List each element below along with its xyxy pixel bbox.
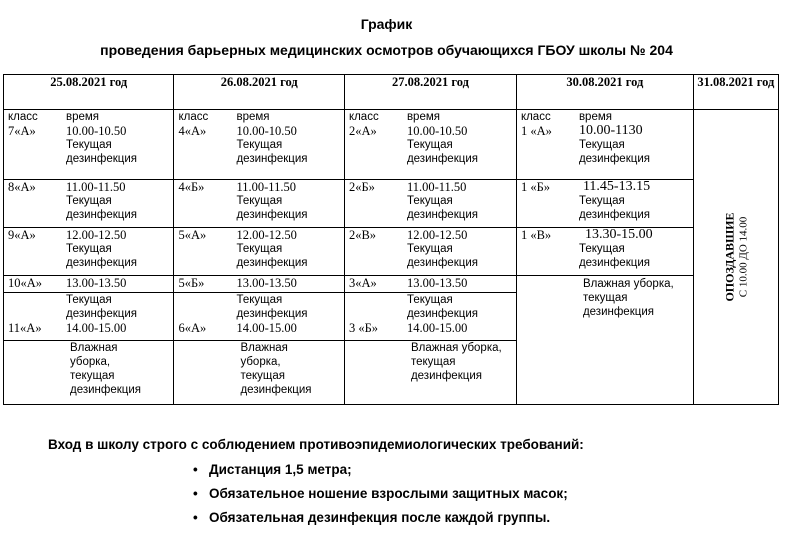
time-value: 11.45-13.15 bbox=[582, 179, 651, 194]
note-text: Текущая дезинфекция bbox=[406, 243, 478, 269]
note-text: Текущая дезинфекция bbox=[578, 139, 650, 165]
schedule-cell bbox=[4, 293, 174, 341]
schedule-cell bbox=[4, 276, 174, 293]
schedule-cell bbox=[344, 110, 516, 180]
time-value: 12.00-12.50 bbox=[66, 228, 127, 242]
time-value: 11.00-11.50 bbox=[406, 180, 467, 194]
late-time-range: С 10.00 ДО 14.00 bbox=[737, 216, 750, 298]
time-header: время bbox=[578, 111, 612, 123]
time-value: 12.00-12.50 bbox=[406, 228, 468, 242]
schedule-cell bbox=[344, 341, 516, 405]
schedule-cell bbox=[344, 228, 516, 276]
class-label: 8«А» bbox=[8, 180, 36, 194]
time-value: 12.00-12.50 bbox=[236, 228, 297, 242]
schedule-cell bbox=[174, 228, 344, 276]
class-label: 10«А» bbox=[8, 276, 43, 290]
table-header-row bbox=[4, 75, 779, 110]
late-students-cell bbox=[693, 110, 778, 405]
class-label: 5«Б» bbox=[178, 276, 205, 290]
time-value: 14.00-15.00 bbox=[66, 321, 127, 335]
note-text: Текущая дезинфекция bbox=[236, 243, 308, 269]
note-text: Текущая дезинфекция bbox=[578, 243, 650, 269]
note-text: Текущая дезинфекция bbox=[66, 294, 138, 320]
class-label: 7«А» bbox=[8, 124, 36, 138]
time-value: 11.00-11.50 bbox=[66, 180, 126, 194]
time-value: 14.00-15.00 bbox=[236, 321, 297, 335]
late-label: ОПОЗДАВШИЕ bbox=[722, 212, 737, 302]
schedule-cell bbox=[344, 276, 516, 293]
schedule-title: График bbox=[360, 16, 413, 32]
schedule-cell bbox=[4, 341, 174, 405]
class-label: 2«А» bbox=[348, 124, 377, 138]
rule-item: • Дистанция 1,5 метра; bbox=[193, 460, 568, 484]
rule-item: • Обязательная дезинфекция после каждой группы. bbox=[193, 508, 568, 532]
cleaning-note: Влажная уборка, текущая дезинфекция bbox=[240, 342, 312, 396]
class-label: 3«А» bbox=[348, 276, 377, 290]
schedule-cell bbox=[174, 293, 344, 341]
time-header: время bbox=[66, 111, 100, 123]
note-text: Текущая дезинфекция bbox=[236, 139, 308, 165]
class-label: 1 «В» bbox=[520, 228, 552, 242]
class-label: 2«В» bbox=[348, 228, 377, 242]
class-label: 5«А» bbox=[178, 228, 207, 242]
schedule-cell bbox=[516, 228, 693, 276]
time-value: 13.00-13.50 bbox=[66, 276, 127, 290]
schedule-table bbox=[3, 74, 779, 405]
schedule-cell bbox=[174, 180, 344, 228]
class-label: 4«Б» bbox=[178, 180, 205, 194]
class-header: класс bbox=[8, 111, 38, 123]
class-label: 2«Б» bbox=[348, 180, 375, 194]
time-header: время bbox=[406, 111, 440, 123]
time-value: 10.00-10.50 bbox=[66, 124, 127, 138]
time-value: 13.30-15.00 bbox=[584, 227, 653, 242]
schedule-cell bbox=[516, 110, 693, 180]
time-value: 11.00-11.50 bbox=[236, 180, 296, 194]
schedule-cell bbox=[4, 110, 174, 180]
table-row bbox=[4, 228, 779, 276]
class-label: 11«А» bbox=[8, 321, 42, 335]
class-header: класс bbox=[348, 111, 379, 123]
time-value: 10.00-10.50 bbox=[236, 124, 297, 138]
table-row bbox=[4, 180, 779, 228]
schedule-cell bbox=[174, 341, 344, 405]
class-label: 1 «Б» bbox=[520, 180, 550, 194]
time-value: 14.00-15.00 bbox=[406, 321, 468, 335]
schedule-cell bbox=[516, 180, 693, 228]
note-text: Текущая дезинфекция bbox=[406, 294, 478, 320]
note-text: Текущая дезинфекция bbox=[578, 195, 650, 221]
schedule-subtitle: проведения барьерных медицинских осмотров обучающихся ГБОУ школы № 204 bbox=[100, 42, 673, 58]
schedule-cell bbox=[174, 276, 344, 293]
note-text: Текущая дезинфекция bbox=[66, 195, 138, 221]
date-header: 30.08.2021 год bbox=[516, 75, 693, 110]
cleaning-note: Влажная уборка, текущая дезинфекция bbox=[70, 342, 142, 396]
time-value: 10.00-10.50 bbox=[406, 124, 468, 138]
class-header: класс bbox=[178, 111, 209, 123]
note-text: Текущая дезинфекция bbox=[236, 294, 308, 320]
rule-item: • Обязательное ношение взрослыми защитных масок; bbox=[193, 484, 568, 508]
note-text: Текущая дезинфекция bbox=[406, 195, 478, 221]
schedule-cell bbox=[344, 293, 516, 341]
table-row bbox=[4, 276, 779, 293]
cleaning-note: Влажная уборка, текущая дезинфекция bbox=[582, 278, 674, 318]
schedule-cell bbox=[516, 276, 693, 405]
date-header: 31.08.2021 год bbox=[693, 75, 778, 110]
time-value: 13.00-13.50 bbox=[406, 276, 468, 290]
class-label: 1 «А» bbox=[520, 124, 552, 138]
cleaning-note: Влажная уборка, текущая дезинфекция bbox=[410, 342, 502, 382]
schedule-cell bbox=[344, 180, 516, 228]
time-value: 10.00-1130 bbox=[578, 123, 643, 138]
note-text: Текущая дезинфекция bbox=[406, 139, 478, 165]
time-header: время bbox=[236, 111, 270, 123]
schedule-cell bbox=[4, 228, 174, 276]
note-text: Текущая дезинфекция bbox=[66, 243, 138, 269]
class-header: класс bbox=[520, 111, 551, 123]
date-header: 25.08.2021 год bbox=[4, 75, 174, 110]
rules-list bbox=[193, 460, 568, 532]
schedule-cell bbox=[4, 180, 174, 228]
class-label: 4«А» bbox=[178, 124, 207, 138]
class-label: 6«А» bbox=[178, 321, 207, 335]
class-label: 9«А» bbox=[8, 228, 36, 242]
note-text: Текущая дезинфекция bbox=[66, 139, 138, 165]
time-value: 13.00-13.50 bbox=[236, 276, 297, 290]
rules-title: Вход в школу строго с соблюдением противоэпидемиологических требований: bbox=[48, 437, 584, 452]
note-text: Текущая дезинфекция bbox=[236, 195, 308, 221]
date-header: 26.08.2021 год bbox=[174, 75, 344, 110]
schedule-cell bbox=[174, 110, 344, 180]
table-row bbox=[4, 110, 779, 180]
class-label: 3 «Б» bbox=[348, 321, 378, 335]
date-header: 27.08.2021 год bbox=[344, 75, 516, 110]
